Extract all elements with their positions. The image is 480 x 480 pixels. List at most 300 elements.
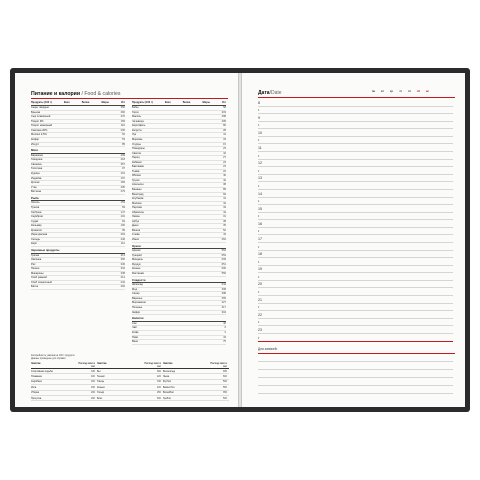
section-title: Рыба (31, 197, 125, 202)
header-cell: Угл (221, 101, 226, 104)
activity-name: Баскетбол (162, 385, 175, 389)
section-title: Орехи (132, 245, 226, 250)
food-name: Овсянка (31, 258, 42, 262)
activity-kcal: 200 (90, 385, 95, 389)
food-kcal: 52 (223, 228, 226, 232)
hour-row (258, 273, 453, 281)
activity-cell (163, 397, 229, 400)
hour-label: • (258, 244, 260, 249)
activity-header-name: Занятие (96, 362, 107, 365)
food-name: Фундук (132, 262, 141, 266)
food-kcal: 43 (223, 233, 226, 237)
food-name: Сыр плавленый (31, 115, 51, 119)
food-name: Вишня (132, 228, 141, 232)
activity-kcal: 200 (90, 396, 95, 400)
food-kcal: 552 (221, 249, 226, 253)
hour-row (258, 334, 453, 342)
activity-header (31, 362, 229, 369)
food-kcal: 41 (223, 197, 226, 201)
hour-label: • (258, 259, 260, 264)
hour-row (258, 198, 453, 206)
hour-label: 19 (258, 267, 262, 272)
food-kcal: 262 (120, 285, 125, 289)
hour-row (258, 175, 453, 183)
food-kcal: 263 (120, 233, 125, 237)
food-name: Кролик (31, 181, 40, 185)
activity-header-cell (31, 362, 97, 368)
food-kcal: 334 (120, 267, 125, 271)
food-kcal: 214 (120, 276, 125, 280)
food-kcal: 58 (223, 106, 226, 110)
hour-label: • (258, 168, 260, 173)
food-name: Горбуша (31, 210, 42, 214)
activity-name: Волейбол (162, 391, 174, 395)
food-kcal: 609 (221, 258, 226, 262)
activity-cell (31, 380, 97, 383)
activity-name: Теннис (96, 375, 105, 379)
food-name: Фасоль (132, 115, 141, 119)
activity-name: Бокс (96, 396, 103, 400)
hour-row (258, 251, 453, 259)
note-line (258, 361, 453, 362)
note-line (258, 369, 453, 370)
food-name: Карп (31, 242, 37, 246)
food-kcal: 42 (223, 151, 226, 155)
hour-row (258, 152, 453, 160)
hour-row (258, 144, 453, 152)
food-name: Изюм (132, 238, 139, 241)
hour-label: 13 (258, 176, 262, 181)
food-name: Арбуз (132, 219, 140, 223)
note-line (258, 393, 453, 394)
activity-kcal: 500 (222, 396, 227, 400)
activity-cell (31, 397, 97, 400)
weekday-пн: пн (371, 90, 376, 93)
food-name: Чечевица (132, 119, 144, 123)
food-name: Сахар (132, 292, 140, 296)
table-row (132, 311, 226, 316)
hour-row (258, 288, 453, 296)
food-kcal: 2 (224, 330, 226, 334)
hour-row (258, 99, 453, 107)
food-name: Кефир (31, 137, 39, 141)
food-name: Пиво (132, 335, 139, 339)
food-name: Кешью (132, 267, 141, 271)
food-kcal: 279 (120, 190, 125, 194)
hour-label: • (258, 183, 260, 188)
food-name: Картофель (132, 124, 146, 128)
food-name: Яблоки (132, 174, 141, 178)
activity-kcal: 400 (90, 375, 95, 379)
food-kcal: 27 (223, 156, 226, 160)
table-header (31, 101, 125, 106)
table-row (132, 272, 226, 277)
activity-table (31, 362, 229, 401)
food-kcal: 313 (120, 253, 125, 257)
food-kcal: 183 (120, 181, 125, 185)
food-kcal: 43 (223, 206, 226, 210)
food-kcal: 69 (122, 206, 125, 209)
activity-kcal: 600 (156, 396, 161, 400)
page-title (31, 91, 120, 97)
hour-label: 11 (258, 146, 262, 151)
hour-row (258, 114, 453, 122)
food-kcal: 41 (223, 133, 226, 137)
food-name: Творог 9% (31, 119, 44, 123)
food-name: Апельсин (132, 183, 144, 187)
food-kcal: 23 (223, 160, 226, 164)
note-line: Калорийность указана на 100 г продукта. (31, 355, 75, 357)
hour-row (258, 167, 453, 175)
activity-kcal: 420 (156, 385, 161, 389)
hour-label: 22 (258, 312, 262, 317)
hour-label: • (258, 274, 260, 279)
activity-kcal: 600 (156, 369, 161, 373)
header-cell: Ккал (164, 101, 171, 104)
food-kcal: 600 (221, 267, 226, 271)
activity-kcal: 420 (156, 375, 161, 379)
food-kcal: 44 (223, 210, 226, 214)
activity-header-cell (97, 362, 163, 368)
activity-header-value: Расход ккал в час (210, 362, 227, 368)
table-row (132, 340, 226, 345)
food-kcal: 100 (120, 224, 125, 228)
hour-row (258, 190, 453, 198)
food-kcal: 246 (120, 237, 125, 241)
food-name: Кальмар (31, 224, 42, 228)
food-kcal: 654 (221, 253, 226, 257)
food-table-column-2 (132, 101, 226, 345)
food-kcal: 161 (120, 171, 125, 175)
food-name: Курица (31, 171, 40, 175)
activity-kcal: 200 (90, 391, 95, 395)
food-name: Перец (132, 156, 140, 160)
activity-header-cell (163, 362, 229, 368)
food-name: Мед (132, 287, 138, 291)
activity-name: Аэробика (31, 380, 42, 384)
activity-cell (163, 380, 229, 383)
activity-name: Прогулка (31, 396, 42, 400)
food-name: Слива (132, 233, 140, 237)
food-name: Хлеб ржаной (31, 276, 47, 280)
header-cell: Продукты (100 г) (31, 101, 52, 104)
hour-label: 18 (258, 252, 262, 257)
hour-row (258, 258, 453, 266)
food-name: Телятина (31, 167, 43, 171)
section-title: Зерновые продукты (31, 249, 125, 254)
activity-cell (163, 391, 229, 394)
header-cell: Продукты (100 г) (132, 101, 153, 104)
table-header (132, 101, 226, 106)
food-name: Дыня (132, 224, 139, 228)
activity-cell (97, 386, 163, 389)
hour-label: • (258, 108, 260, 113)
food-kcal: 110 (120, 124, 125, 128)
food-name: Помидоры (132, 147, 145, 151)
food-name: Ветчина (31, 190, 41, 194)
hour-row (258, 107, 453, 115)
hour-row (258, 319, 453, 327)
food-name: Свекла (132, 151, 141, 155)
header-cell: Белки (182, 101, 191, 104)
hour-label: • (258, 320, 260, 325)
food-kcal: 33 (223, 137, 226, 141)
hour-row (258, 281, 453, 289)
food-kcal: 242 (120, 280, 125, 284)
food-kcal: 28 (223, 128, 226, 132)
hour-row (258, 129, 453, 137)
hour-label: 12 (258, 161, 262, 166)
title-main: Питание и калории (31, 91, 81, 97)
activity-cell (31, 370, 97, 373)
hour-row (258, 160, 453, 168)
food-kcal: 80 (223, 124, 226, 128)
food-name: Говядина (31, 158, 43, 162)
hour-row (258, 311, 453, 319)
activity-cell (97, 375, 163, 378)
food-kcal: 159 (120, 119, 125, 123)
food-name: Горох (132, 110, 139, 114)
activity-cell (97, 370, 163, 373)
header-cell: Жиры (202, 101, 210, 104)
table-notes (31, 355, 221, 361)
hour-label: • (258, 153, 260, 158)
activity-cell (31, 391, 97, 394)
weekday-ср: ср (389, 90, 394, 93)
food-kcal: 303 (221, 110, 226, 114)
title-sub: / Food & calories (81, 91, 121, 97)
food-kcal: 338 (120, 271, 125, 275)
hour-label: • (258, 335, 260, 340)
activity-name: Уборка (31, 391, 39, 395)
left-page (15, 73, 238, 407)
weekday-вт: вт (381, 90, 384, 93)
food-name: Бобы (132, 106, 139, 110)
hour-label: 15 (258, 206, 262, 211)
activity-name: Спортивная ходьба (31, 369, 53, 373)
food-kcal: 46 (223, 174, 226, 178)
notes-divider (258, 353, 455, 354)
hour-row (258, 304, 453, 312)
hour-label: 10 (258, 130, 262, 135)
hour-label: 14 (258, 191, 262, 196)
food-kcal: 23 (223, 147, 226, 151)
note-line (258, 377, 453, 378)
food-kcal: 227 (221, 301, 226, 305)
header-cell: Угл (120, 101, 125, 104)
food-name: Скумбрия (31, 215, 43, 219)
activity-name: Плавание (31, 375, 43, 379)
food-kcal: 24 (223, 165, 226, 169)
food-kcal: 308 (221, 287, 226, 291)
right-page (242, 73, 465, 407)
food-kcal: 89 (223, 187, 226, 191)
food-name: Молоко 2,5% (31, 133, 47, 137)
activity-name: Танцы (96, 380, 105, 384)
food-name: Сыры твердые (31, 106, 49, 110)
food-name: Кабачки (132, 160, 142, 164)
activity-name: Гольф (96, 391, 105, 395)
activity-cell (163, 370, 229, 373)
food-kcal: 398 (221, 292, 226, 296)
hour-row (258, 296, 453, 304)
weekday-вс: вс (425, 90, 430, 93)
activity-kcal: 500 (222, 380, 227, 384)
weekday-row (369, 90, 432, 93)
food-kcal: 270 (120, 115, 125, 119)
activity-kcal: 480 (222, 369, 227, 373)
hour-label: • (258, 138, 260, 143)
food-name: Йогурт (31, 142, 40, 146)
section-title: Сладости (132, 279, 226, 284)
activity-cell (31, 386, 97, 389)
food-kcal: 298 (221, 115, 226, 119)
food-name: Капуста (132, 128, 142, 132)
food-name: Баклажан (132, 165, 144, 169)
date-label (258, 90, 282, 96)
food-name: Судак (31, 219, 39, 223)
header-cell: Жиры (101, 101, 109, 104)
hour-row (258, 220, 453, 228)
food-kcal: 69 (223, 192, 226, 196)
food-name: Тыква (132, 169, 140, 173)
food-kcal: 85 (122, 142, 125, 146)
food-name: Икра красная (31, 233, 48, 237)
food-name: Абрикосы (132, 210, 144, 214)
note-line (258, 385, 453, 386)
hour-label: • (258, 199, 260, 204)
table-row (31, 143, 125, 148)
activity-cell (97, 391, 163, 394)
activity-row (31, 396, 229, 401)
food-name: Мороженое (132, 301, 146, 305)
table-row (31, 242, 125, 247)
food-kcal: 295 (221, 119, 226, 123)
food-kcal: 42 (223, 201, 226, 205)
food-name: Фисташки (132, 272, 144, 276)
food-kcal: 304 (221, 310, 226, 314)
food-kcal: 405 (120, 185, 125, 189)
food-name: Треска (31, 206, 40, 209)
activity-cell (31, 375, 97, 378)
date-label-main: Дата (258, 90, 270, 96)
food-kcal: 330 (120, 262, 125, 266)
food-kcal: 260 (120, 110, 125, 114)
food-kcal: 350 (120, 106, 125, 110)
activity-kcal: 400 (90, 380, 95, 384)
weekday-сб: сб (416, 90, 421, 93)
activity-name: Лыжи (162, 375, 170, 379)
table-row (31, 285, 125, 290)
activity-name: Коньки (96, 385, 105, 389)
food-name: Баранина (31, 153, 43, 157)
food-name: Креветки (31, 228, 42, 232)
food-kcal: 75 (223, 340, 226, 344)
food-kcal: 22 (223, 169, 226, 173)
food-name: Рис (31, 262, 36, 266)
hour-row (258, 243, 453, 251)
food-name: Бананы (132, 187, 142, 191)
activity-cell (163, 386, 229, 389)
activity-name: Футбол (162, 380, 172, 384)
hour-label: • (258, 123, 260, 128)
food-kcal: 15 (223, 142, 226, 146)
activity-kcal: 340 (156, 380, 161, 384)
food-kcal: 197 (120, 176, 125, 180)
food-kcal: 95 (122, 228, 125, 232)
food-kcal: 262 (221, 238, 226, 241)
food-name: Морковь (132, 137, 143, 141)
activity-kcal: 600 (222, 375, 227, 379)
food-name: Персики (132, 206, 143, 210)
food-kcal: 35 (223, 224, 226, 228)
hour-label: 17 (258, 236, 262, 241)
weekday-пт: пт (408, 90, 411, 93)
activity-cell (97, 397, 163, 400)
activity-kcal: 250 (156, 391, 161, 395)
food-name: Печенье (132, 306, 143, 310)
food-kcal: 191 (120, 215, 125, 219)
section-title: Напитки (132, 317, 226, 322)
food-name: Свинина (31, 162, 42, 166)
activity-name: Йога (31, 385, 37, 389)
food-kcal: 265 (221, 296, 226, 300)
activity-cell (163, 375, 229, 378)
hour-row (258, 182, 453, 190)
activity-kcal: 350 (222, 391, 227, 395)
hour-label: • (258, 229, 260, 234)
food-name: Лук (132, 133, 137, 137)
food-kcal: 46 (223, 321, 226, 325)
food-name: Арахис (132, 249, 141, 253)
food-kcal: 366 (120, 258, 125, 262)
hour-row (258, 213, 453, 221)
food-kcal: 206 (120, 128, 125, 132)
food-name: Чай (132, 326, 137, 330)
food-kcal: 38 (223, 183, 226, 187)
food-name: Индейка (31, 176, 42, 180)
food-name: Хлеб пшеничный (31, 280, 52, 284)
food-kcal: 147 (120, 210, 125, 214)
food-name: Сметана 20% (31, 128, 48, 132)
hour-row (258, 137, 453, 145)
food-name: Сок (132, 321, 137, 325)
food-kcal: 417 (221, 306, 226, 310)
food-kcal: 112 (120, 242, 125, 246)
activity-header-value: Расход ккал в час (144, 362, 161, 368)
food-table-column-1 (31, 101, 125, 290)
food-name: Кофе (132, 330, 139, 334)
food-kcal: 53 (122, 137, 125, 141)
food-name: Творог нежирный (31, 124, 53, 128)
food-name: Шоколад (132, 283, 143, 287)
food-kcal: 31 (223, 215, 226, 219)
food-name: Брынза (31, 110, 41, 114)
food-name: Макароны (31, 271, 44, 275)
weekday-чт: чт (399, 90, 402, 93)
hour-label: 16 (258, 221, 262, 226)
food-name: Миндаль (132, 258, 143, 262)
hour-label: • (258, 290, 260, 295)
food-name: Виноград (132, 192, 144, 196)
food-name: Батон (31, 285, 39, 289)
food-name: Клубника (132, 197, 144, 201)
header-cell: Ккал (63, 101, 70, 104)
hour-row (258, 326, 453, 334)
food-kcal: 357 (120, 162, 125, 166)
title-divider (31, 98, 228, 99)
date-divider (258, 97, 455, 98)
